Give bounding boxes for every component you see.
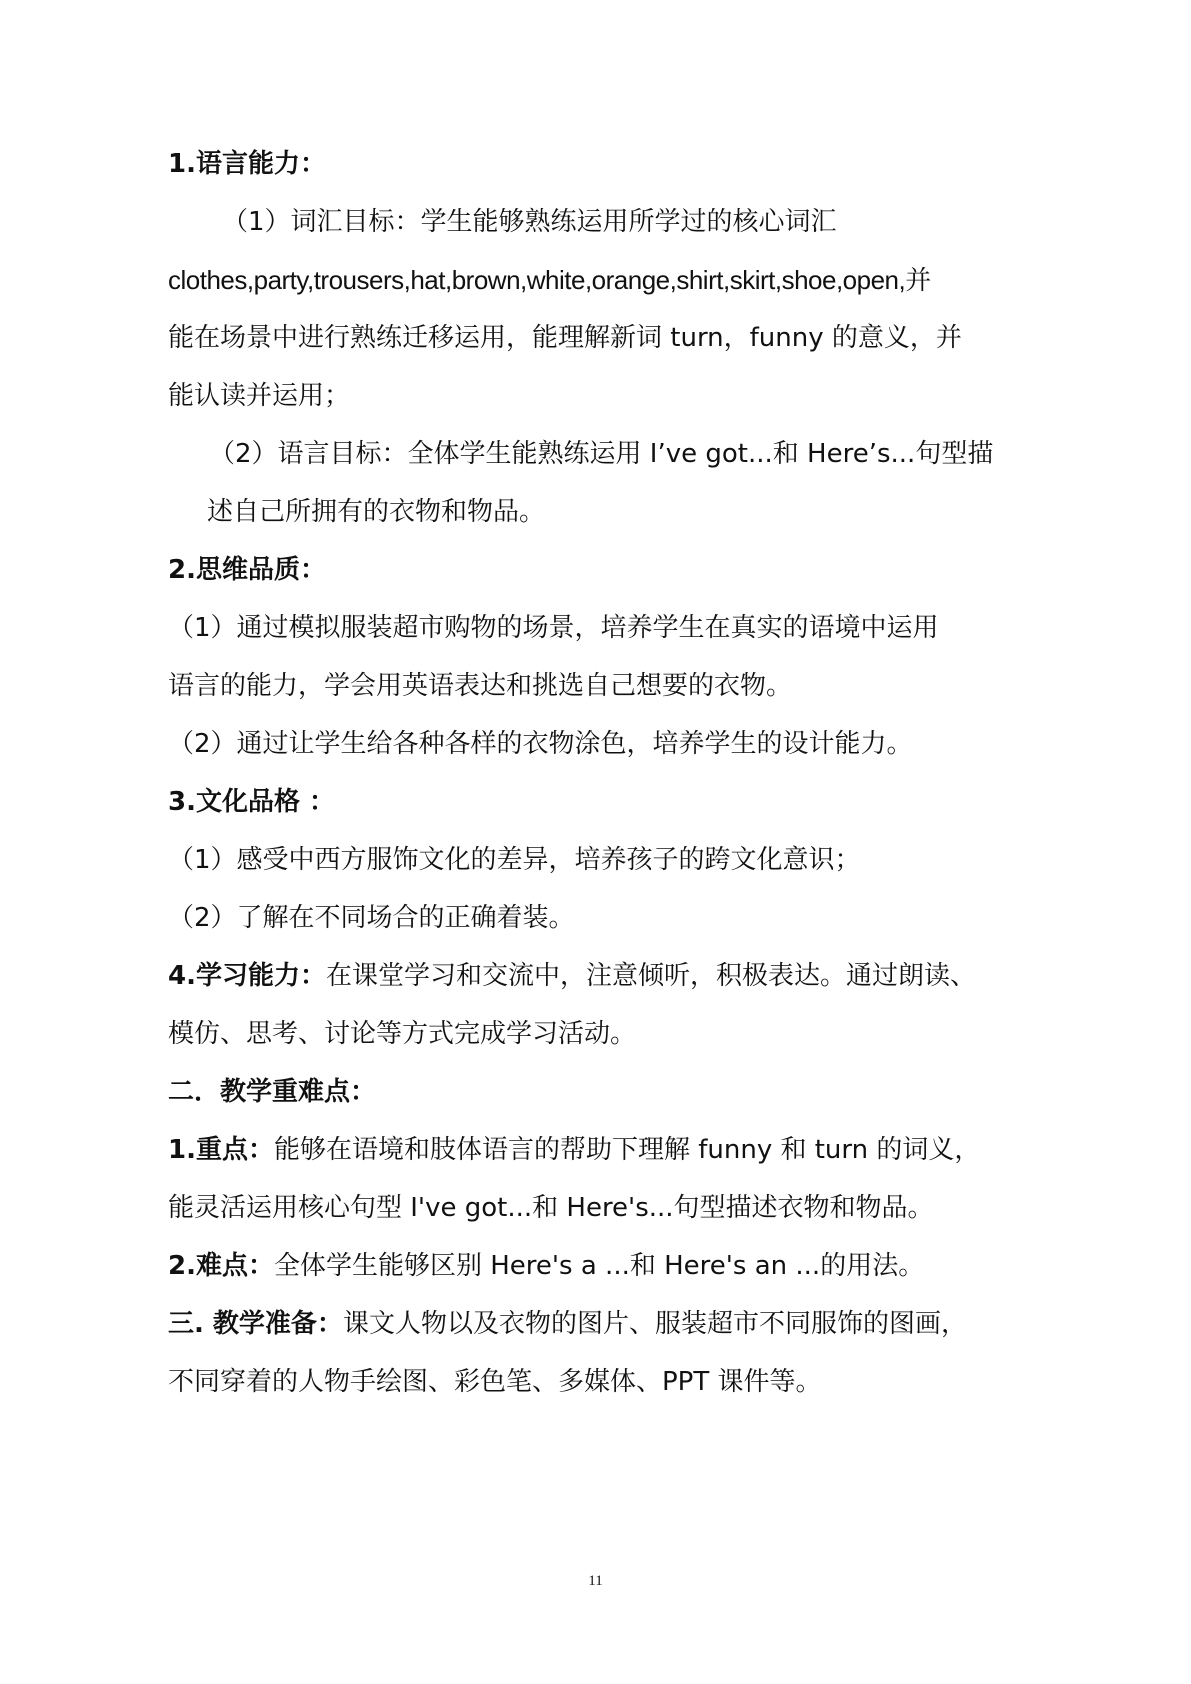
preparation-line-2: 不同穿着的人物手绘图、彩色笔、多媒体、PPT 课件等。 <box>168 1367 822 1397</box>
culture-item-2: （2）了解在不同场合的正确着装。 <box>168 903 575 933</box>
key-point-text-1: 能够在语境和肢体语言的帮助下理解 funny 和 turn 的词义， <box>273 1135 981 1165</box>
vocab-goal-line-4: 能认读并运用； <box>168 381 351 411</box>
heading-cultural-character: 3.文化品格 ： <box>168 787 336 817</box>
page-number: 11 <box>588 1573 603 1589</box>
vocab-goal-line-3: 能在场景中进行熟练迁移运用，能理解新词 turn，funny 的意义，并 <box>168 323 962 353</box>
language-goal-line-2: 述自己所拥有的衣物和物品。 <box>207 497 546 527</box>
learning-ability-text-1: 在课堂学习和交流中，注意倾听，积极表达。通过朗读、 <box>325 961 976 991</box>
learning-ability-line-2: 模仿、思考、讨论等方式完成学习活动。 <box>168 1019 637 1049</box>
vocab-goal-line-2: clothes,party,trousers,hat,brown,white,orange,shirt,skirt,shoe,open,并 <box>168 265 931 295</box>
heading-key-difficult-points: 二．教学重难点： <box>168 1077 377 1107</box>
difficulty-text: 全体学生能够区别 Here's a ...和 Here's an ...的用法。 <box>273 1251 925 1281</box>
preparation-text-1: 课文人物以及衣物的图片、服装超市不同服饰的图画， <box>342 1309 967 1339</box>
key-point-line-2: 能灵活运用核心句型 I've got...和 Here's...句型描述衣物和物品。 <box>168 1193 934 1223</box>
difficulty-line <box>168 1249 924 1283</box>
learning-ability-label: 4.学习能力： <box>168 961 326 991</box>
difficulty-label: 2.难点： <box>168 1251 274 1281</box>
heading-language-ability: 1.语言能力： <box>168 149 326 179</box>
culture-item-1: （1）感受中西方服饰文化的差异，培养孩子的跨文化意识； <box>168 845 861 875</box>
key-point-label: 1.重点： <box>168 1135 274 1165</box>
vocab-goal-line-1: （1）词汇目标：学生能够熟练运用所学过的核心词汇 <box>222 207 837 237</box>
heading-thinking-quality: 2.思维品质： <box>168 555 326 585</box>
preparation-line-1 <box>168 1307 967 1341</box>
thinking-item-1-line-2: 语言的能力，学会用英语表达和挑选自己想要的衣物。 <box>168 671 793 701</box>
preparation-label: 三. 教学准备： <box>168 1309 343 1339</box>
thinking-item-1-line-1: （1）通过模拟服装超市购物的场景，培养学生在真实的语境中运用 <box>168 613 939 643</box>
thinking-item-2: （2）通过让学生给各种各样的衣物涂色，培养学生的设计能力。 <box>168 729 913 759</box>
language-goal-line-1: （2）语言目标：全体学生能熟练运用 I’ve got...和 Here’s...句型描 <box>209 439 994 469</box>
learning-ability-line-1 <box>168 959 976 993</box>
key-point-line-1 <box>168 1133 980 1167</box>
